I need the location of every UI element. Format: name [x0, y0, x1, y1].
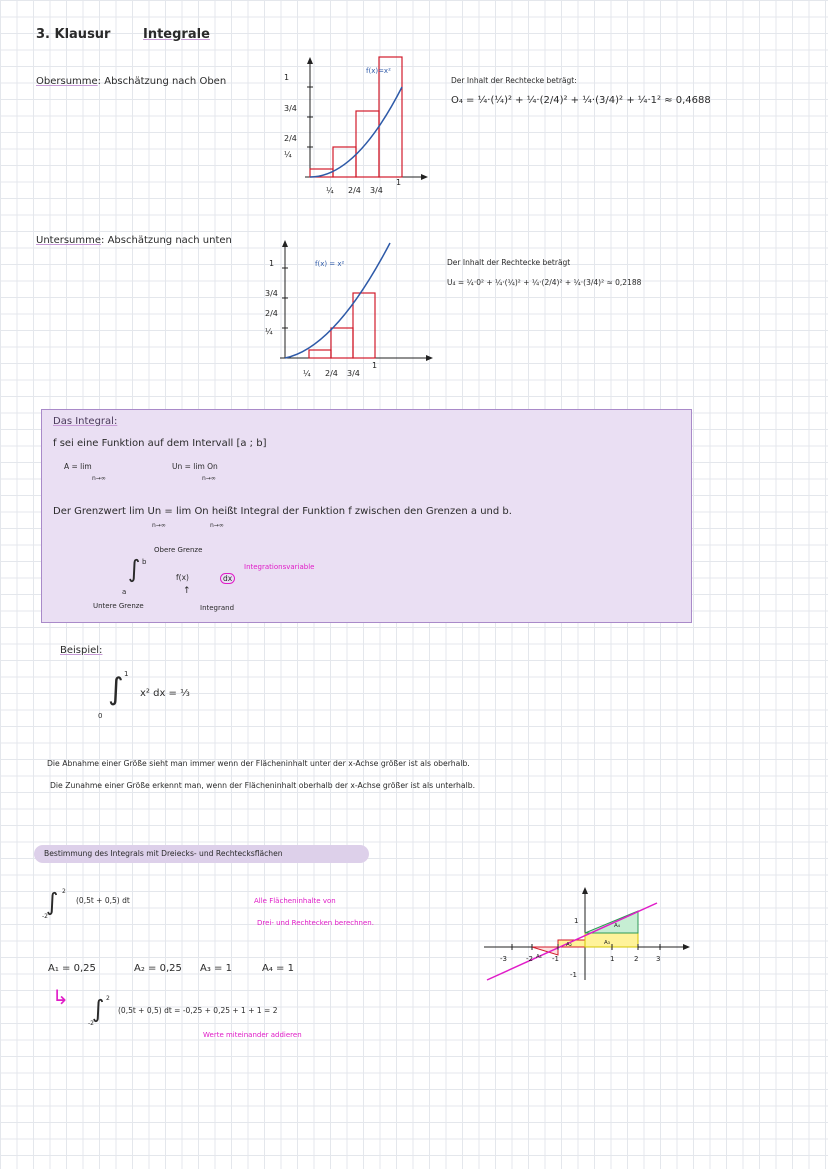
obersumme-label: Obersumme: [36, 76, 98, 87]
bestimmung-lower: -2: [42, 913, 48, 920]
obersumme-graph: [270, 55, 430, 200]
bestimmung-xtick: -3: [500, 955, 507, 963]
integral-upper-b: b: [142, 558, 147, 566]
definition-line1: f sei eine Funktion auf dem Intervall [a ; b]: [53, 438, 267, 449]
beispiel-label: Beispiel:: [60, 645, 103, 656]
beispiel-expr: x² dx = ⅓: [140, 688, 190, 699]
area-a2: A₂ = 0,25: [134, 963, 182, 974]
obersumme-ytick: 2/4: [284, 134, 297, 143]
obersumme-ytick: 3/4: [284, 104, 297, 113]
obersumme-ytick: 1: [284, 73, 290, 82]
bestimmung-xtick: 2: [634, 955, 639, 963]
obersumme-xtick: 1: [396, 178, 402, 187]
obersumme-xtick: 3/4: [370, 186, 383, 195]
bestimmung-area-label: A₂: [566, 942, 572, 948]
obersumme-text: Abschätzung nach Oben: [104, 76, 227, 87]
bestimmung-expr: (0,5t + 0,5) dt: [76, 896, 130, 905]
bestimmung-hint-1: Alle Flächeninhalte von: [254, 897, 336, 905]
area-a3: A₃ = 1: [200, 963, 232, 974]
integrand-label: Integrand: [200, 604, 235, 612]
arrow-up-icon: ↑: [183, 586, 191, 596]
bestimmung-upper: 2: [62, 888, 66, 895]
untersumme-ytick: 2/4: [265, 309, 278, 318]
untersumme-result-formula: U₄ = ¼·0² + ¼·(¼)² + ¼·(2/4)² + ¼·(3/4)² ≈ 0,2188: [447, 278, 642, 287]
untersumme-section: Untersumme: Abschätzung nach unten: [36, 235, 232, 246]
untersumme-ytick: ¼: [265, 327, 273, 336]
grenzwert-eq: = lim On: [164, 506, 209, 517]
area-a1: A₁ = 0,25: [48, 963, 96, 974]
sum-integral-sign: ∫: [92, 995, 105, 1023]
bestimmung-integral-sign: ∫: [46, 888, 59, 916]
bestimmung-xtick: -1: [552, 955, 559, 963]
definition-grenzwert-line: [53, 506, 512, 517]
bestimmung-graph: [482, 885, 697, 985]
obersumme-xtick: 2/4: [348, 186, 361, 195]
obersumme-result-formula: O₄ = ¼·(¼)² + ¼·(2/4)² + ¼·(3/4)² + ¼·1² ≈ 0,4688: [451, 95, 711, 106]
grenzwert-end: heißt Integral der Funktion f zwischen den Grenzen a und b.: [211, 506, 512, 517]
bestimmung-ytick: 1: [574, 917, 579, 925]
grenzwert-start: Der Grenzwert: [53, 506, 126, 517]
integral-lower-a: a: [122, 588, 127, 596]
definition-a-lim: A = lim: [64, 462, 92, 471]
sum-note: Werte miteinander addieren: [203, 1031, 302, 1039]
untersumme-text: Abschätzung nach unten: [107, 235, 232, 246]
obersumme-func-label: f(x)=x²: [366, 67, 391, 75]
untersumme-xtick: 2/4: [325, 369, 338, 378]
integral-fx: f(x): [176, 573, 189, 582]
arrow-down-right-icon: ↳: [52, 985, 69, 1009]
page-title: 3. Klausur: [36, 27, 111, 42]
grenzwert-lim1: lim Un: [129, 506, 162, 517]
untersumme-graph: [255, 238, 435, 383]
definition-un-lim-sub: n→∞: [202, 475, 216, 482]
sum-lower: -2: [88, 1020, 94, 1027]
untersumme-func-label: f(x) = x²: [315, 260, 345, 268]
page-subtitle: Integrale: [143, 27, 210, 42]
obersumme-section: Obersumme: Abschätzung nach Oben: [36, 76, 227, 87]
sum-expr: (0,5t + 0,5) dt = -0,25 + 0,25 + 1 + 1 = 2: [118, 1006, 278, 1015]
bestimmung-xtick: 3: [656, 955, 661, 963]
bestimmung-xtick: -2: [526, 955, 533, 963]
untersumme-xtick: 1: [372, 361, 378, 370]
bestimmung-area-label: A₄: [614, 923, 620, 929]
note-abnahme: Die Abnahme einer Größe sieht man immer wenn der Flächeninhalt unter der x-Achse größer ist als oberhalb.: [47, 759, 470, 768]
area-a4: A₄ = 1: [262, 963, 294, 974]
definition-heading: Das Integral:: [53, 416, 118, 427]
definition-un-lim: Un = lim On: [172, 462, 218, 471]
bestimmung-area-label: A₁: [536, 954, 542, 960]
integral-sign: ∫: [128, 555, 141, 583]
grenzwert-sub2: n→∞: [210, 522, 224, 529]
untersumme-ytick: 3/4: [265, 289, 278, 298]
beispiel-lower: 0: [98, 712, 103, 720]
obersumme-xtick: ¼: [326, 186, 334, 195]
untersumme-ytick: 1: [269, 259, 275, 268]
bestimmung-heading: Bestimmung des Integrals mit Dreiecks- und Rechtecksflächen: [44, 849, 283, 858]
sum-upper: 2: [106, 995, 110, 1002]
integrationsvariable-label: Integrationsvariable: [244, 563, 315, 571]
untersumme-label: Untersumme: [36, 235, 102, 246]
untersumme-xtick: 3/4: [347, 369, 360, 378]
untersumme-result-title: Der Inhalt der Rechtecke beträgt: [447, 258, 571, 267]
integral-dx: dx: [220, 573, 235, 584]
obere-grenze-label: Obere Grenze: [154, 546, 203, 554]
bestimmung-area-label: A₃: [604, 940, 610, 946]
note-zunahme: Die Zunahme einer Größe erkennt man, wenn der Flächeninhalt oberhalb der x-Achse größer ist als unterhalb.: [50, 781, 476, 790]
untersumme-xtick: ¼: [303, 369, 311, 378]
bestimmung-xtick: 1: [610, 955, 615, 963]
bestimmung-ytick: -1: [570, 971, 577, 979]
beispiel-integral-sign: ∫: [108, 672, 124, 707]
untere-grenze-label: Untere Grenze: [93, 602, 144, 610]
definition-a-lim-sub: n→∞: [92, 475, 106, 482]
bestimmung-hint-2: Drei- und Rechtecken berechnen.: [257, 919, 374, 927]
obersumme-ytick: ¼: [284, 150, 292, 159]
grenzwert-sub1: n→∞: [152, 522, 166, 529]
beispiel-upper: 1: [124, 670, 129, 678]
obersumme-result-title: Der Inhalt der Rechtecke beträgt:: [451, 76, 577, 85]
